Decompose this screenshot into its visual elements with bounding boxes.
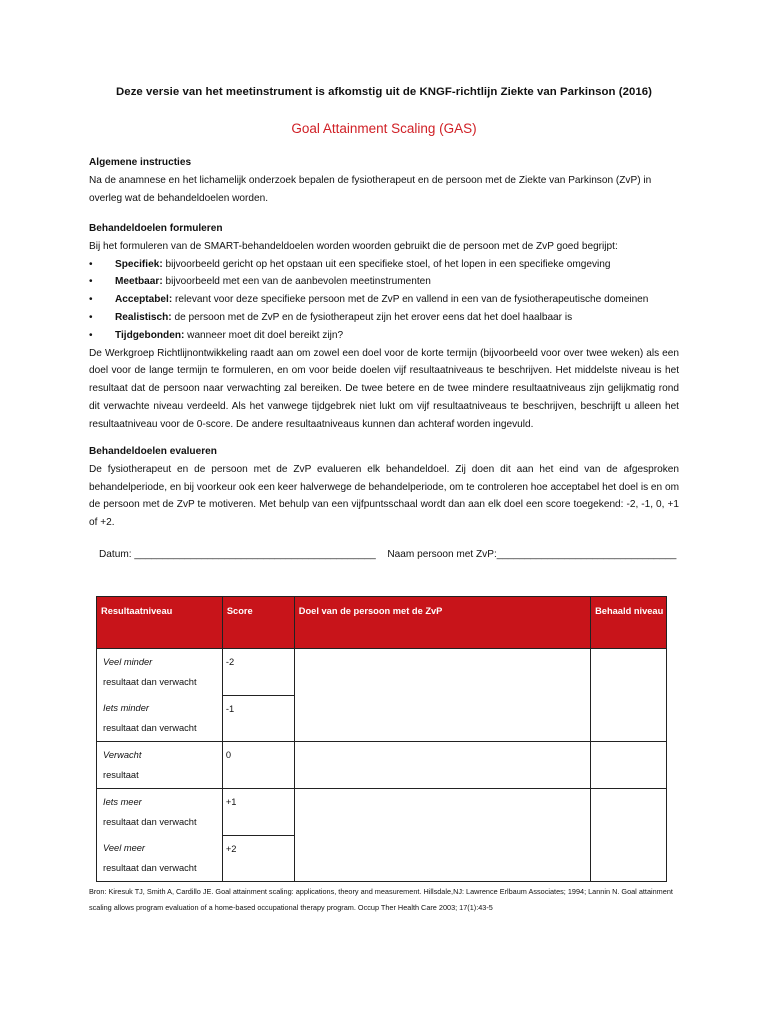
bullet-glyph: • [89, 329, 93, 341]
level-minus1 [97, 695, 222, 741]
source-citation: Bron: Kiresuk TJ, Smith A, Cardillo JE. Goal attainment scaling: applications, theory and measurement. Hillsdale,NJ: Lawrence Erlbaum Associates; 1994; Lannin N. Goal attainment scaling allows program evaluation of a home-based occupational therapy program. Occup Ther Health Care 2003; 17(1):43-5 [89, 887, 673, 912]
source-header: Deze versie van het meetinstrument is afkomstig uit de KNGF-richtlijn Ziekte van Parkinson (2016) [116, 86, 652, 98]
table-row [97, 742, 667, 789]
section-body: De Werkgroep Richtlijnontwikkeling raadt aan om zowel een doel voor de korte termijn (bijvoorbeeld voor over twee weken) als een doel voor de lange termijn te formuleren, en om voor beide doelen vijf resultaatniveaus te beschrijven. Het middelste niveau is het resultaat dat de persoon naar verwachting zal bereiken. De twee betere en de twee mindere resultaatniveaus zijn gelijkmatig rond dit verwachte niveau verdeeld. Als het vanwege tijdgebrek niet lukt om vijf resultaatniveaus te beschrijven, beschrijft u alleen het resultaatniveau voor de 0-score. De andere resultaatniveaus kunnen dan achteraf worden ingevuld. [89, 347, 679, 430]
naam-field[interactable]: Naam persoon met ZvP:________________________________ [387, 549, 677, 560]
section-formulate-goals [89, 220, 679, 434]
score-value: +2 [223, 835, 294, 881]
smart-text: relevant voor deze specifieke persoon met de ZvP en vallend in een van de fysiotherapeutische domeinen [172, 294, 649, 306]
list-item [89, 273, 679, 291]
smart-text: de persoon met de ZvP en de fysiotherapeut zijn het erover eens dat het doel haalbaar is [171, 311, 573, 323]
level-0 [97, 742, 222, 788]
gas-table [96, 596, 667, 882]
section-evaluate-goals [89, 443, 679, 532]
achieved-cell[interactable] [591, 789, 667, 882]
bullet-glyph: • [89, 258, 93, 270]
score-value: -2 [225, 657, 235, 667]
smart-term: Meetbaar: [115, 276, 163, 288]
level-desc: resultaat dan verwacht [103, 677, 197, 687]
level-cell [97, 742, 223, 789]
header-score: Score [222, 597, 294, 649]
score-cell [222, 789, 294, 882]
goal-cell[interactable] [294, 789, 590, 882]
list-item [89, 291, 679, 309]
section-heading: Behandeldoelen evalueren [89, 446, 217, 457]
section-body: Na de anamnese en het lichamelijk onderzoek bepalen de fysiotherapeut en de persoon met de Ziekte van Parkinson (ZvP) in overleg wat de behandeldoelen worden. [89, 174, 652, 204]
smart-text: bijvoorbeeld gericht op het opstaan uit een specifieke stoel, of het lopen in een specifieke omgeving [162, 258, 611, 270]
achieved-cell[interactable] [591, 649, 667, 742]
table-row [97, 789, 667, 882]
level-desc: resultaat dan verwacht [103, 723, 197, 733]
section-intro: Bij het formuleren van de SMART-behandeldoelen worden woorden gebruikt die de persoon met de ZvP goed begrijpt: [89, 240, 618, 252]
level-cell [97, 649, 223, 742]
list-item [89, 256, 679, 274]
section-heading: Behandeldoelen formuleren [89, 223, 223, 234]
header-resultaatniveau: Resultaatniveau [97, 597, 223, 649]
bullet-glyph: • [89, 294, 93, 306]
score-value: -1 [223, 695, 294, 741]
header-doel: Doel van de persoon met de ZvP [294, 597, 590, 649]
smart-list [89, 256, 679, 345]
level-minus2 [97, 649, 222, 695]
section-body: De fysiotherapeut en de persoon met de ZvP evalueren elk behandeldoel. Zij doen dit aan het eind van de afgesproken behandelperiode, en bij voorkeur ook een keer halverwege de behandelperiode, om te controleren hoe acceptabel het doel is en om de persoon met de ZvP te motiveren. Met behulp van een vijfpuntsschaal wordt dan aan elk doel een score toegekend: -2, -1, 0, +1 of +2. [89, 463, 679, 529]
smart-term: Realistisch: [115, 311, 172, 323]
header-behaald-niveau: Behaald niveau [591, 597, 667, 649]
level-label: Veel meer [103, 843, 146, 853]
bullet-glyph: • [89, 311, 93, 323]
datum-field[interactable]: Datum: ___________________________________________ [99, 549, 376, 560]
document-title: Goal Attainment Scaling (GAS) [291, 121, 477, 136]
table-header-row [97, 597, 667, 649]
level-label: Veel minder [103, 657, 153, 667]
level-cell [97, 789, 223, 882]
bullet-glyph: • [89, 276, 93, 288]
level-plus2 [97, 835, 222, 881]
level-desc: resultaat dan verwacht [103, 817, 197, 827]
level-plus1 [97, 789, 222, 835]
smart-text: bijvoorbeeld met een van de aanbevolen meetinstrumenten [162, 276, 431, 288]
level-label: Verwacht [103, 750, 142, 760]
smart-term: Tijdgebonden: [115, 329, 185, 341]
goal-cell[interactable] [294, 742, 590, 789]
form-fields [99, 549, 676, 560]
list-item [89, 327, 679, 345]
level-desc: resultaat dan verwacht [103, 863, 197, 873]
score-cell [222, 742, 294, 789]
smart-term: Acceptabel: [115, 294, 173, 306]
goal-cell[interactable] [294, 649, 590, 742]
smart-term: Specifiek: [115, 258, 163, 270]
section-general-instructions [89, 154, 679, 207]
score-value: +1 [225, 797, 237, 807]
table-row [97, 649, 667, 742]
level-label: Iets meer [103, 797, 142, 807]
achieved-cell[interactable] [591, 742, 667, 789]
list-item [89, 309, 679, 327]
smart-text: wanneer moet dit doel bereikt zijn? [184, 329, 344, 341]
level-desc: resultaat [103, 770, 139, 780]
score-value: 0 [225, 750, 232, 760]
section-heading: Algemene instructies [89, 157, 192, 168]
level-label: Iets minder [103, 703, 149, 713]
score-cell [222, 649, 294, 742]
